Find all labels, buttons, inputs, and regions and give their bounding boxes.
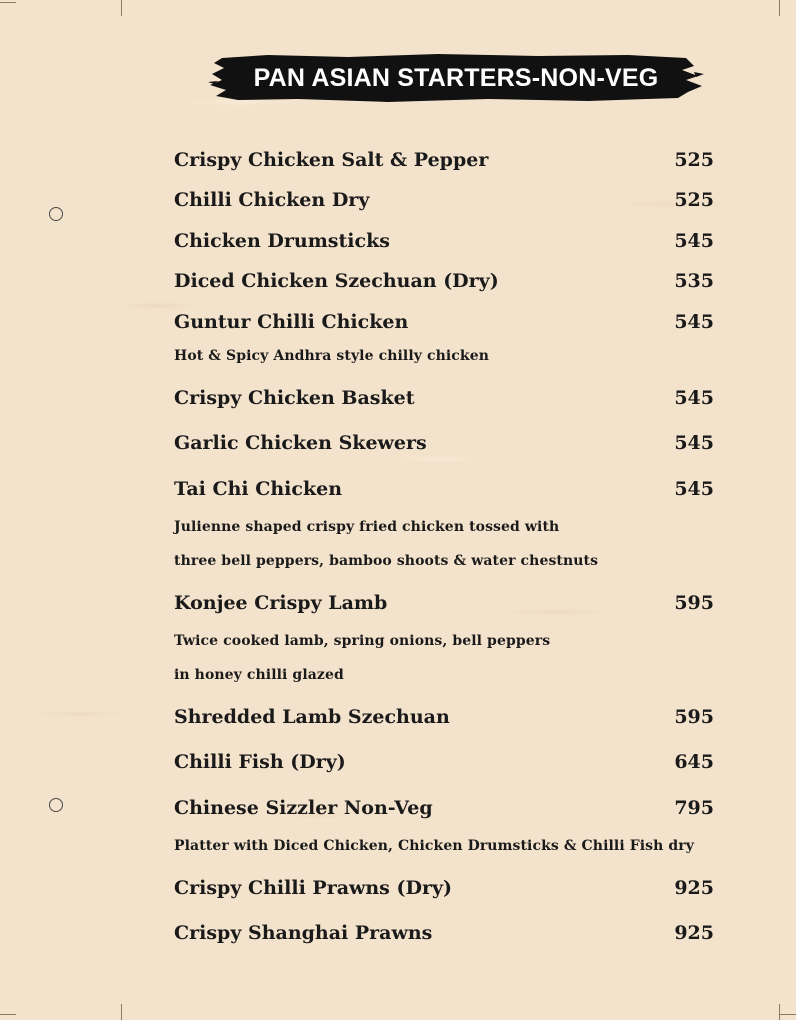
item-price: 595 [674, 706, 714, 728]
item-name: Chicken Drumsticks [174, 230, 390, 252]
item-price: 795 [674, 797, 714, 819]
item-price: 535 [674, 270, 714, 292]
crop-mark [779, 1004, 780, 1020]
crop-mark [780, 1014, 796, 1015]
item-description: Julienne shaped crispy fried chicken tossed with [174, 519, 560, 535]
item-name: Tai Chi Chicken [174, 478, 343, 500]
menu-item [174, 185, 714, 215]
item-price: 545 [674, 230, 714, 252]
crop-mark [121, 0, 122, 16]
menu-item [174, 793, 714, 823]
item-description: in honey chilli glazed [174, 667, 344, 683]
item-price: 545 [674, 432, 714, 454]
item-price: 545 [674, 478, 714, 500]
menu-item [174, 747, 714, 777]
crop-mark [0, 2, 16, 3]
menu-item [174, 266, 714, 296]
item-name: Crispy Chilli Prawns (Dry) [174, 877, 453, 899]
menu-item [174, 873, 714, 903]
item-price: 545 [674, 387, 714, 409]
menu-item [174, 383, 714, 413]
crop-mark [0, 1014, 16, 1015]
menu-item [174, 588, 714, 618]
item-name: Diced Chicken Szechuan (Dry) [174, 270, 499, 292]
menu-item [174, 226, 714, 256]
menu-item [174, 702, 714, 732]
menu-item [174, 428, 714, 458]
crop-mark [779, 0, 780, 16]
item-name: Chilli Chicken Dry [174, 189, 370, 211]
item-name: Konjee Crispy Lamb [174, 592, 388, 614]
binder-hole-icon [49, 207, 63, 221]
item-price: 525 [674, 149, 714, 171]
item-name: Shredded Lamb Szechuan [174, 706, 450, 728]
item-name: Crispy Chicken Salt & Pepper [174, 149, 489, 171]
item-price: 925 [674, 922, 714, 944]
item-description: Platter with Diced Chicken, Chicken Drumsticks & Chilli Fish dry [174, 838, 695, 854]
item-name: Garlic Chicken Skewers [174, 432, 427, 454]
item-price: 595 [674, 592, 714, 614]
crop-mark [121, 1004, 122, 1020]
menu-item [174, 918, 714, 948]
item-name: Crispy Shanghai Prawns [174, 922, 433, 944]
item-description: three bell peppers, bamboo shoots & water chestnuts [174, 553, 599, 569]
menu-item [174, 145, 714, 175]
section-banner [208, 52, 704, 104]
item-price: 645 [674, 751, 714, 773]
menu-item [174, 307, 714, 337]
item-name: Chinese Sizzler Non-Veg [174, 797, 433, 819]
item-price: 545 [674, 311, 714, 333]
item-name: Chilli Fish (Dry) [174, 751, 346, 773]
item-name: Crispy Chicken Basket [174, 387, 415, 409]
item-name: Guntur Chilli Chicken [174, 311, 409, 333]
item-price: 525 [674, 189, 714, 211]
item-price: 925 [674, 877, 714, 899]
menu-item [174, 474, 714, 504]
section-title: PAN ASIAN STARTERS-NON-VEG [253, 64, 659, 92]
binder-hole-icon [49, 798, 63, 812]
item-description: Hot & Spicy Andhra style chilly chicken [174, 348, 489, 364]
item-description: Twice cooked lamb, spring onions, bell peppers [174, 633, 551, 649]
